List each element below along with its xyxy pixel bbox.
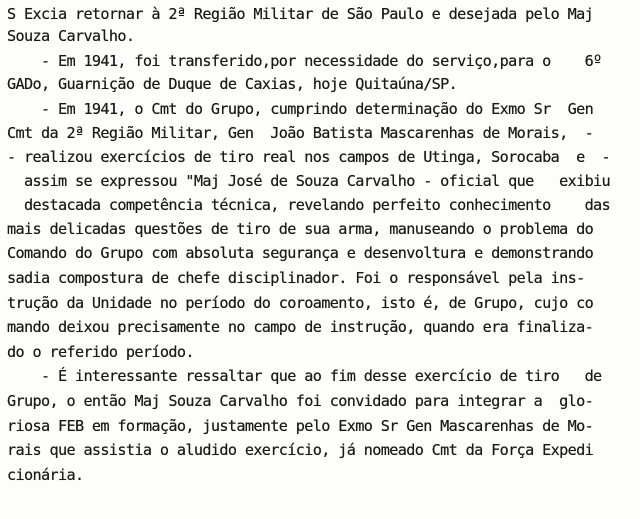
text-line: Grupo, o então Maj Souza Carvalho foi convidado para integrar a glo- — [7, 392, 594, 410]
text-line: - Em 1941, o Cmt do Grupo, cumprindo determinação do Exmo Sr Gen — [7, 100, 594, 118]
text-line: cionária. — [7, 466, 84, 484]
text-line: Souza Carvalho. — [7, 27, 135, 45]
text-line: - Em 1941, foi transferido,por necessidade do serviço,para o 6º — [7, 52, 602, 70]
text-line: S Excia retornar à 2ª Região Militar de São Paulo e desejada pelo Maj — [7, 5, 594, 23]
text-line: sadia compostura de chefe disciplinador. Foi o responsável pela ins- — [7, 269, 585, 287]
text-line: destacada competência técnica, revelando perfeito conhecimento das — [7, 196, 611, 214]
text-line: mando deixou precisamente no campo de instrução, quando era finaliza- — [7, 318, 594, 336]
text-line: Comando do Grupo com absoluta segurança e desenvoltura e demonstrando — [7, 244, 594, 262]
text-line: GADo, Guarnição de Duque de Caxias, hoje Quitaúna/SP. — [7, 75, 458, 93]
text-line: do o referido período. — [7, 343, 194, 361]
text-line: Cmt da 2ª Região Militar, Gen João Batista Mascarenhas de Morais, - — [7, 124, 594, 142]
text-line: assim se expressou "Maj José de Souza Carvalho - oficial que exibiu — [7, 172, 611, 190]
text-line: rais que assistia o aludido exercício, já nomeado Cmt da Força Expedi — [7, 441, 594, 459]
text-line: mais delicadas questões de tiro de sua arma, manuseando o problema do — [7, 220, 594, 238]
text-line: riosa FEB em formação, justamente pelo Exmo Sr Gen Mascarenhas de Mo- — [7, 417, 594, 435]
text-line: trução da Unidade no período do coroamento, isto é, de Grupo, cujo co — [7, 294, 594, 312]
text-line: - realizou exercícios de tiro real nos campos de Utinga, Sorocaba e - — [7, 148, 611, 166]
text-line: - É interessante ressaltar que ao fim desse exercício de tiro de — [7, 367, 602, 385]
